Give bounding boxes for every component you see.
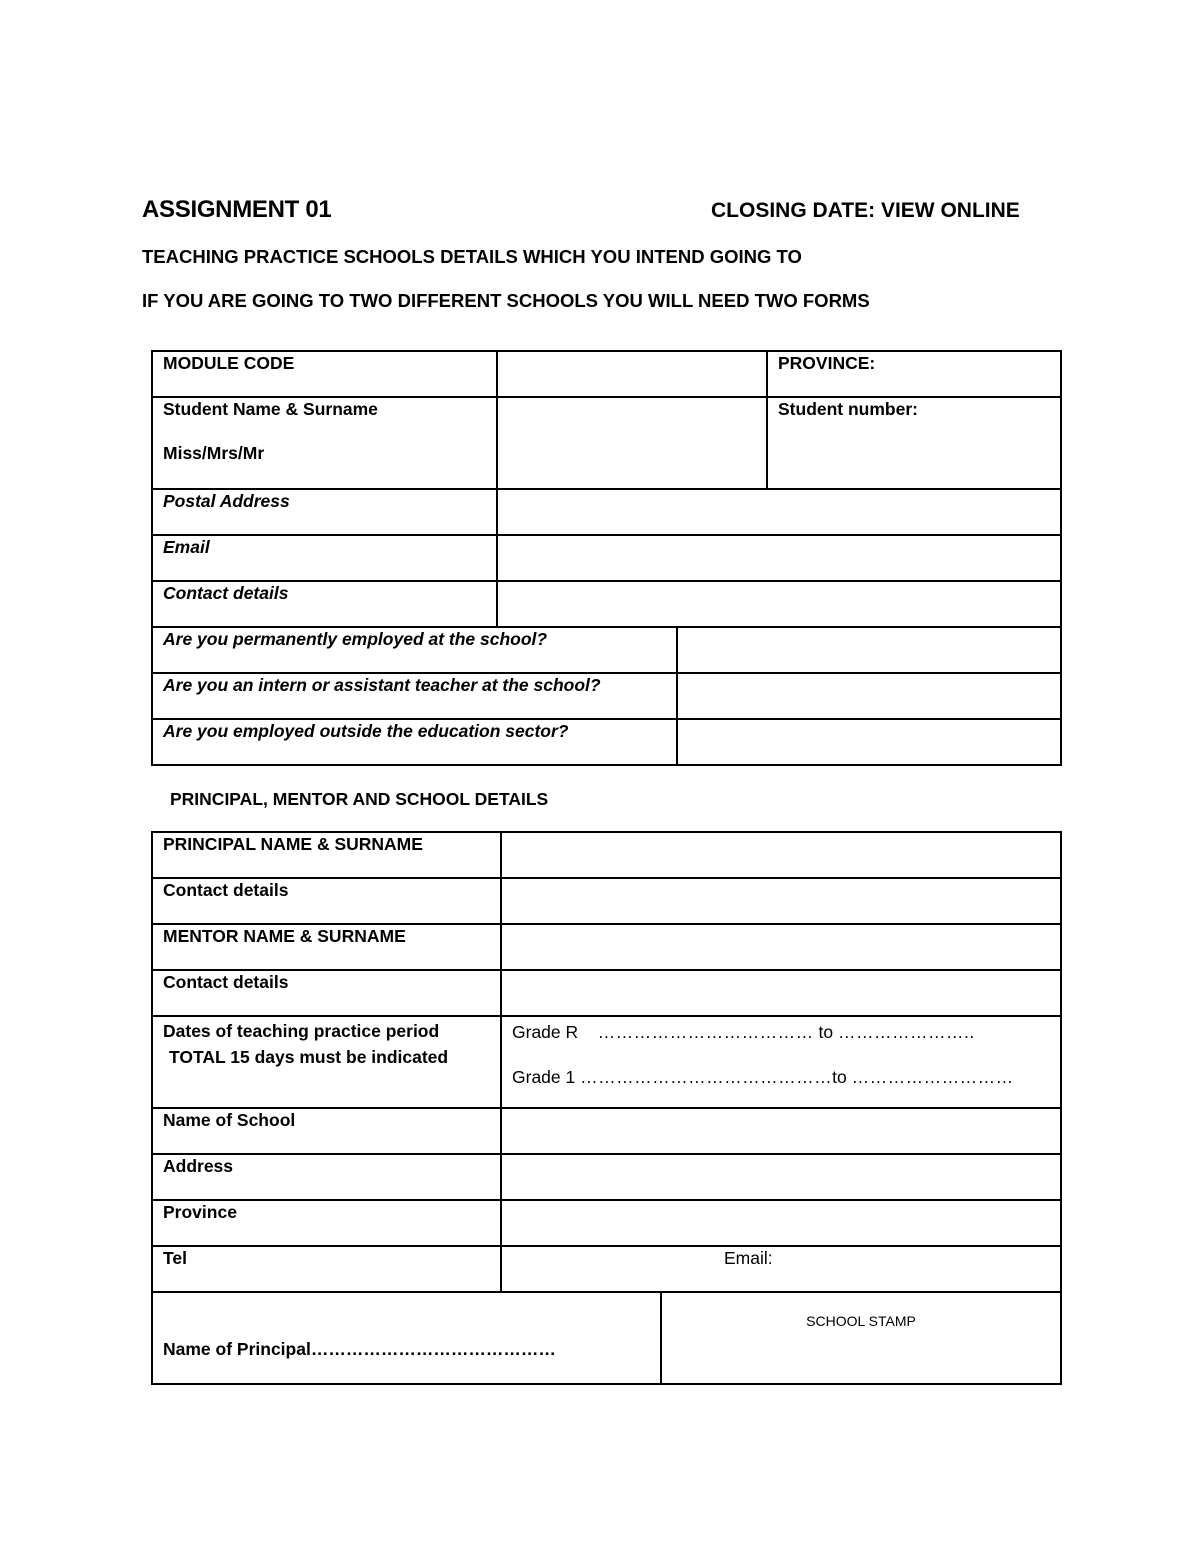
student-name-cell <box>152 397 497 489</box>
mentor-contact-label: Contact details <box>152 970 501 1016</box>
address-field[interactable] <box>501 1154 1061 1200</box>
principal-name-field[interactable] <box>501 832 1061 878</box>
outside-employment-answer[interactable] <box>677 719 1061 765</box>
mentor-contact-field[interactable] <box>501 970 1061 1016</box>
intern-answer[interactable] <box>677 673 1061 719</box>
dates-label-cell <box>152 1016 501 1108</box>
dates-label: Dates of teaching practice period <box>163 1021 440 1041</box>
permanent-employed-question: Are you permanently employed at the school? <box>152 627 677 673</box>
contact-details-field[interactable] <box>497 581 1061 627</box>
grade-r-line <box>512 1021 1060 1042</box>
dates-field[interactable] <box>501 1016 1061 1108</box>
assignment-title: ASSIGNMENT 01 <box>142 196 332 223</box>
intern-question: Are you an intern or assistant teacher at the school? <box>152 673 677 719</box>
email-field[interactable] <box>497 535 1061 581</box>
email-label: Email <box>152 535 497 581</box>
province-field[interactable] <box>501 1200 1061 1246</box>
principal-contact-field[interactable] <box>501 878 1061 924</box>
principal-signature-label: Name of Principal…………………………………… <box>163 1339 556 1359</box>
student-number-label: Student number: <box>767 397 1061 489</box>
student-details-table <box>151 350 1062 766</box>
school-name-label: Name of School <box>152 1108 501 1154</box>
grade-1-to: to <box>832 1067 847 1087</box>
school-email-label: Email: <box>724 1248 773 1268</box>
mentor-name-label: MENTOR NAME & SURNAME <box>152 924 501 970</box>
contact-details-label: Contact details <box>152 581 497 627</box>
school-name-field[interactable] <box>501 1108 1061 1154</box>
dates-note: TOTAL 15 days must be indicated <box>169 1047 449 1067</box>
module-code-label: MODULE CODE <box>152 351 497 397</box>
tel-label: Tel <box>152 1246 501 1292</box>
grade-1-label: Grade 1 <box>512 1067 576 1087</box>
school-stamp-area <box>661 1292 1061 1384</box>
school-email-field[interactable] <box>501 1246 1061 1292</box>
grade-1-start-blank[interactable]: …………………………………… <box>580 1067 833 1087</box>
grade-r-to: to <box>818 1022 834 1042</box>
mentor-name-field[interactable] <box>501 924 1061 970</box>
province-label: PROVINCE: <box>767 351 1061 397</box>
principal-contact-label: Contact details <box>152 878 501 924</box>
title-options-label: Miss/Mrs/Mr <box>163 443 265 463</box>
outside-employment-question: Are you employed outside the education sector? <box>152 719 677 765</box>
postal-address-label: Postal Address <box>152 489 497 535</box>
province-label: Province <box>152 1200 501 1246</box>
grade-r-label: Grade R <box>512 1022 579 1042</box>
address-label: Address <box>152 1154 501 1200</box>
permanent-employed-answer[interactable] <box>677 627 1061 673</box>
principal-signature-cell[interactable] <box>152 1292 661 1384</box>
section-title: PRINCIPAL, MENTOR AND SCHOOL DETAILS <box>170 789 549 809</box>
school-stamp-label: SCHOOL STAMP <box>806 1313 916 1329</box>
module-code-field[interactable] <box>497 351 767 397</box>
closing-date: CLOSING DATE: VIEW ONLINE <box>711 199 1020 222</box>
instruction-line-1: TEACHING PRACTICE SCHOOLS DETAILS WHICH YOU INTEND GOING TO <box>142 246 802 267</box>
grade-r-end-blank[interactable]: ………………….. <box>837 1022 975 1042</box>
postal-address-field[interactable] <box>497 489 1061 535</box>
student-name-label: Student Name & Surname <box>163 399 378 419</box>
student-name-field[interactable] <box>497 397 767 489</box>
instruction-line-2: IF YOU ARE GOING TO TWO DIFFERENT SCHOOLS YOU WILL NEED TWO FORMS <box>142 290 870 311</box>
principal-name-label: PRINCIPAL NAME & SURNAME <box>152 832 501 878</box>
grade-1-end-blank[interactable]: ……………………… <box>851 1067 1014 1087</box>
grade-1-line <box>512 1066 1060 1087</box>
grade-r-start-blank[interactable]: ……………………………… <box>597 1022 814 1042</box>
school-details-table <box>151 831 1062 1385</box>
